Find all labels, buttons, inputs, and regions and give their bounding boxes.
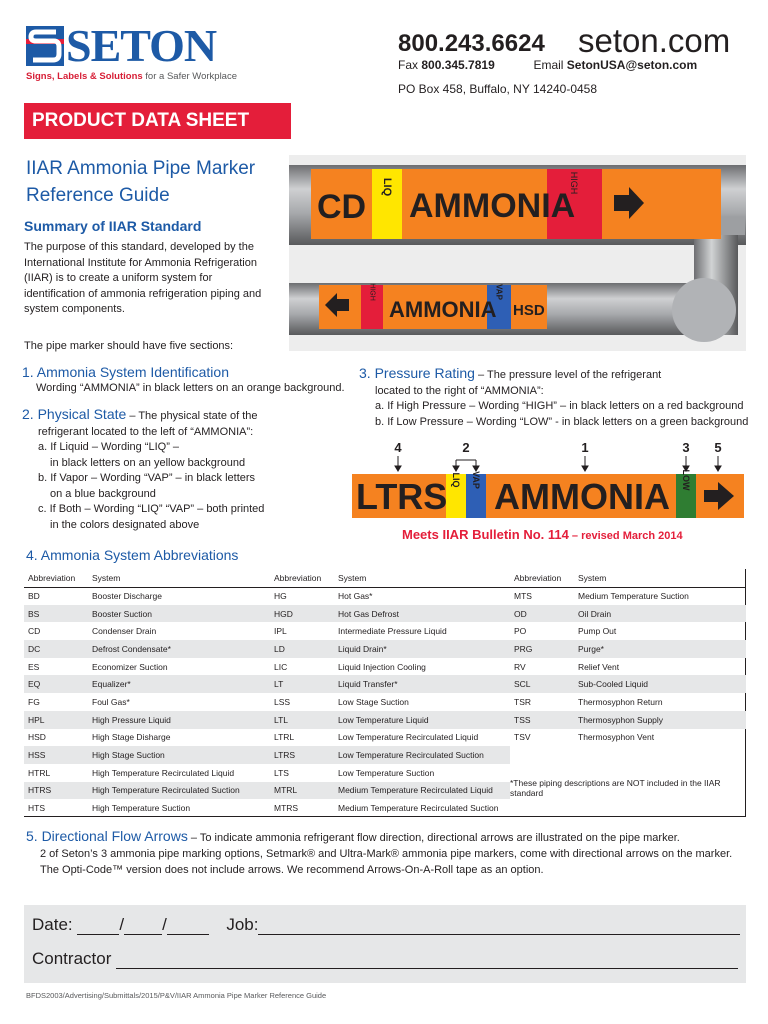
seton-logo-mark-icon: [26, 26, 64, 66]
abbreviation-cell: HSD: [28, 732, 46, 743]
abbreviation-cell: TSR: [514, 696, 531, 707]
abbreviation-cell: LT: [270, 675, 334, 693]
table-row: [24, 729, 270, 747]
abbreviation-cell: HTRL: [28, 767, 51, 778]
signoff-form: Date: / / Job: Contractor: [24, 905, 746, 983]
table-row: [270, 782, 510, 800]
table-row: [270, 640, 510, 658]
system-cell: Foul Gas*: [92, 696, 130, 707]
abbreviation-cell: LIC: [274, 661, 288, 672]
callout-4: 4: [394, 440, 402, 455]
date-year-field[interactable]: [167, 917, 209, 935]
callout-2: 2: [462, 440, 470, 455]
table-row: [270, 746, 510, 764]
system-cell: Economizer Suction: [92, 661, 168, 672]
abbreviation-cell: HPL: [24, 711, 88, 729]
system-cell: Hot Gas*: [338, 591, 373, 602]
system-cell: High Temperature Recirculated Suction: [88, 782, 270, 800]
table-row: [270, 675, 510, 693]
date-month-field[interactable]: [77, 917, 119, 935]
system-cell: Intermediate Pressure Liquid: [338, 626, 447, 637]
abbr-column-3: [510, 569, 746, 746]
email-address[interactable]: SetonUSA@seton.com: [566, 58, 698, 72]
abbreviation-cell: BS: [24, 605, 88, 623]
table-row: [24, 658, 270, 676]
system-cell: Oil Drain: [574, 605, 746, 623]
product-data-sheet-banner: PRODUCT DATA SHEET: [24, 103, 291, 139]
table-row: [24, 799, 270, 817]
system-cell: High Temperature Suction: [92, 803, 191, 814]
abbreviation-cell: PRG: [510, 640, 574, 658]
job-field[interactable]: [258, 917, 740, 935]
iiar-bulletin-note: Meets IIAR Bulletin No. 114 – revised March 2014: [402, 527, 683, 542]
top-marker-pressure-text: HIGH: [569, 171, 579, 195]
system-cell: Purge*: [574, 640, 746, 658]
purpose-paragraph: The purpose of this standard, developed by the International Institute for Ammonia Refrigeration (IIAR) is to create a uniform system for identification of ammonia refrigeration piping and system components.: [24, 241, 262, 316]
job-label: Job:: [226, 915, 259, 934]
top-marker-state-text: LIQ: [381, 177, 393, 197]
system-cell: Liquid Transfer*: [334, 675, 510, 693]
table-row: [24, 675, 270, 693]
date-label: Date:: [32, 915, 73, 934]
system-cell: Low Temperature Liquid: [334, 711, 510, 729]
table-row: [510, 622, 746, 640]
abbreviation-cell: RV: [514, 661, 526, 672]
section2-block: 2. Physical State – The physical state of the refrigerant located to the left of “AMMONIA”: a. If Liquid – Wording “LIQ” – in black letters on an yellow background b. If Vapor – Wording “VAP” – in black letters on a blue background c. If Both – Wording “LIQ” “VAP” – both printed in the colors designated above: [22, 406, 265, 531]
abbreviation-cell: CD: [28, 626, 41, 637]
website[interactable]: seton.com: [578, 22, 731, 59]
section3-block: 3. Pressure Rating – The pressure level of the refrigerant located to the right of “AMMONIA”: a. If High Pressure – Wording “HIGH” – in black letters on a red background b. If Low Pressure – Wording “LOW” - in black letters on a green background: [359, 365, 749, 428]
system-cell: Medium Temperature Recirculated Suction: [338, 803, 499, 814]
table-row: [270, 711, 510, 729]
system-cell: Equalizer*: [88, 675, 270, 693]
table-row: [510, 605, 746, 623]
postal-address: PO Box 458, Buffalo, NY 14240-0458: [398, 82, 598, 96]
pipe-marker-photo: [289, 155, 746, 351]
logo-tagline: Signs, Labels & Solutions for a Safer Workplace: [26, 71, 237, 82]
abbreviation-cell: HTS: [28, 803, 45, 814]
system-cell: Low Temperature Suction: [338, 767, 435, 778]
abbreviation-cell: TSV: [514, 732, 531, 743]
system-cell: Liquid Drain*: [334, 640, 510, 658]
section5-heading: 5. Directional Flow Arrows: [26, 828, 188, 844]
section4-heading: 4. Ammonia System Abbreviations: [26, 547, 239, 563]
diagram-main-text: AMMONIA: [494, 476, 670, 517]
system-cell: Medium Temperature Recirculated Liquid: [334, 782, 510, 800]
table-row: [24, 693, 270, 711]
contractor-field[interactable]: [116, 951, 738, 969]
system-cell: High Temperature Recirculated Liquid: [92, 767, 235, 778]
table-row: [270, 658, 510, 676]
section1-text: Wording “AMMONIA” in black letters on an orange background.: [36, 382, 345, 394]
abbreviation-cell: LSS: [274, 696, 291, 707]
bottom-marker-pressure-text: HIGH: [368, 283, 376, 301]
table-row: [24, 622, 270, 640]
abbreviation-cell: LD: [270, 640, 334, 658]
system-cell: Booster Discharge: [92, 591, 162, 602]
abbreviation-cell: OD: [510, 605, 574, 623]
col-header-abbreviation: Abbreviation: [270, 569, 334, 587]
table-row: [24, 764, 270, 782]
col-header-system: System: [334, 569, 510, 587]
top-marker-left-text: CD: [317, 188, 367, 226]
table-row: [270, 729, 510, 747]
callout-5: 5: [714, 440, 722, 455]
system-cell: Thermosyphon Return: [578, 696, 663, 707]
pipe-photo-illustration: [289, 155, 746, 351]
footer-path: BFDS2003/Advertising/Submittals/2015/P&V/IIAR Ammonia Pipe Marker Reference Guide: [26, 991, 327, 1000]
table-row: [510, 675, 746, 693]
system-cell: High Stage Suction: [88, 746, 270, 764]
table-row: [270, 693, 510, 711]
abbreviation-cell: DC: [24, 640, 88, 658]
table-row: [24, 605, 270, 623]
summary-heading: Summary of IIAR Standard: [24, 218, 202, 234]
abbreviation-cell: EQ: [24, 675, 88, 693]
system-cell: Low Stage Suction: [338, 696, 409, 707]
section1-heading: 1. Ammonia System Identification: [22, 364, 229, 380]
system-cell: Thermosyphon Supply: [574, 711, 746, 729]
diagram-left-text: LTRS: [356, 476, 448, 517]
abbreviation-cell: MTRS: [274, 803, 299, 814]
abbreviation-cell: BD: [28, 591, 40, 602]
abbreviation-cell: HTRS: [24, 782, 88, 800]
table-row: [24, 746, 270, 764]
table-footnote: *These piping descriptions are NOT included in the IIAR standard: [510, 778, 721, 798]
abbr-column-1: [24, 569, 270, 817]
bottom-marker-state-text: VAP: [494, 284, 504, 300]
abbreviation-cell: HG: [274, 591, 287, 602]
system-cell: Sub-Cooled Liquid: [574, 675, 746, 693]
system-cell: Liquid Injection Cooling: [338, 661, 426, 672]
table-row: [510, 711, 746, 729]
top-marker-main-text: AMMONIA: [409, 187, 576, 225]
table-row: [270, 605, 510, 623]
abbreviation-cell: MTS: [514, 591, 532, 602]
system-cell: High Pressure Liquid: [88, 711, 270, 729]
diagram-low-text: LOW: [681, 469, 691, 491]
system-cell: Condenser Drain: [92, 626, 157, 637]
abbreviation-cell: IPL: [274, 626, 287, 637]
system-cell: Hot Gas Defrost: [334, 605, 510, 623]
table-row: [510, 658, 746, 676]
table-row: [510, 640, 746, 658]
abbreviation-cell: MTRL: [270, 782, 334, 800]
logo-wordmark: SETON: [66, 20, 217, 71]
abbreviation-cell: HGD: [270, 605, 334, 623]
diagram-liq-text: LIQ: [451, 472, 461, 488]
bottom-marker-right-text: HSD: [513, 302, 545, 319]
callout-1: 1: [581, 440, 589, 455]
abbreviation-cell: HSS: [24, 746, 88, 764]
col-header-system: System: [574, 569, 746, 587]
table-row: [24, 711, 270, 729]
abbreviation-cell: LTRL: [274, 732, 295, 743]
guide-title: IIAR Ammonia Pipe Marker Reference Guide: [26, 158, 256, 206]
table-row: [24, 587, 270, 605]
abbreviation-cell: LTRS: [270, 746, 334, 764]
five-sections-text: The pipe marker should have five sections:: [24, 340, 234, 352]
section3-heading: 3. Pressure Rating: [359, 365, 475, 381]
col-header-abbreviation: Abbreviation: [24, 569, 88, 587]
system-cell: Relief Vent: [578, 661, 620, 672]
fax-email-line: Fax 800.345.7819 Email SetonUSA@seton.com: [398, 58, 698, 72]
abbreviation-cell: SCL: [510, 675, 574, 693]
system-cell: Thermosyphon Vent: [578, 732, 655, 743]
system-cell: Low Temperature Recirculated Suction: [334, 746, 510, 764]
abbreviation-cell: PO: [514, 626, 527, 637]
table-row: [270, 622, 510, 640]
abbreviation-cell: FG: [28, 696, 40, 707]
col-header-abbreviation: Abbreviation: [510, 569, 574, 587]
fax-number: 800.345.7819: [421, 58, 495, 72]
system-cell: Booster Suction: [88, 605, 270, 623]
seton-logo: [26, 22, 246, 86]
abbr-column-2: [270, 569, 510, 817]
table-row: [24, 640, 270, 658]
col-header-system: System: [88, 569, 270, 587]
contractor-label: Contractor: [32, 949, 112, 968]
diagram-vap-text: VAP: [471, 471, 481, 489]
system-cell: Pump Out: [578, 626, 617, 637]
system-cell: Medium Temperature Suction: [578, 591, 689, 602]
abbreviation-cell: TSS: [510, 711, 574, 729]
table-row: [24, 782, 270, 800]
date-day-field[interactable]: [124, 917, 162, 935]
table-row: [510, 729, 746, 747]
system-cell: Low Temperature Recirculated Liquid: [338, 732, 479, 743]
table-row: [270, 764, 510, 782]
callout-3: 3: [682, 440, 690, 455]
bottom-marker-main-text: AMMONIA: [389, 297, 497, 322]
table-row: [510, 587, 746, 605]
table-row: [510, 693, 746, 711]
table-row: [270, 799, 510, 817]
system-cell: Defrost Condensate*: [88, 640, 270, 658]
abbreviation-cell: LTS: [274, 767, 289, 778]
table-row: [270, 587, 510, 605]
system-cell: High Stage Disharge: [92, 732, 171, 743]
abbreviation-cell: LTL: [270, 711, 334, 729]
section2-heading: 2. Physical State: [22, 406, 127, 422]
section5-block: 5. Directional Flow Arrows – To indicate ammonia refrigerant flow direction, directional arrows are illustrated on the pipe marker. 2 of Seton’s 3 ammonia pipe marking options, Setmark® and Ultra-Mark® ammonia pipe markers, come with directional arrows on the marker. The Opti-Code™ version does not include arrows. We recommend Arrows-On-A-Roll tape as an option.: [26, 828, 733, 876]
abbreviation-cell: ES: [28, 661, 40, 672]
phone-number: 800.243.6624: [398, 30, 545, 57]
